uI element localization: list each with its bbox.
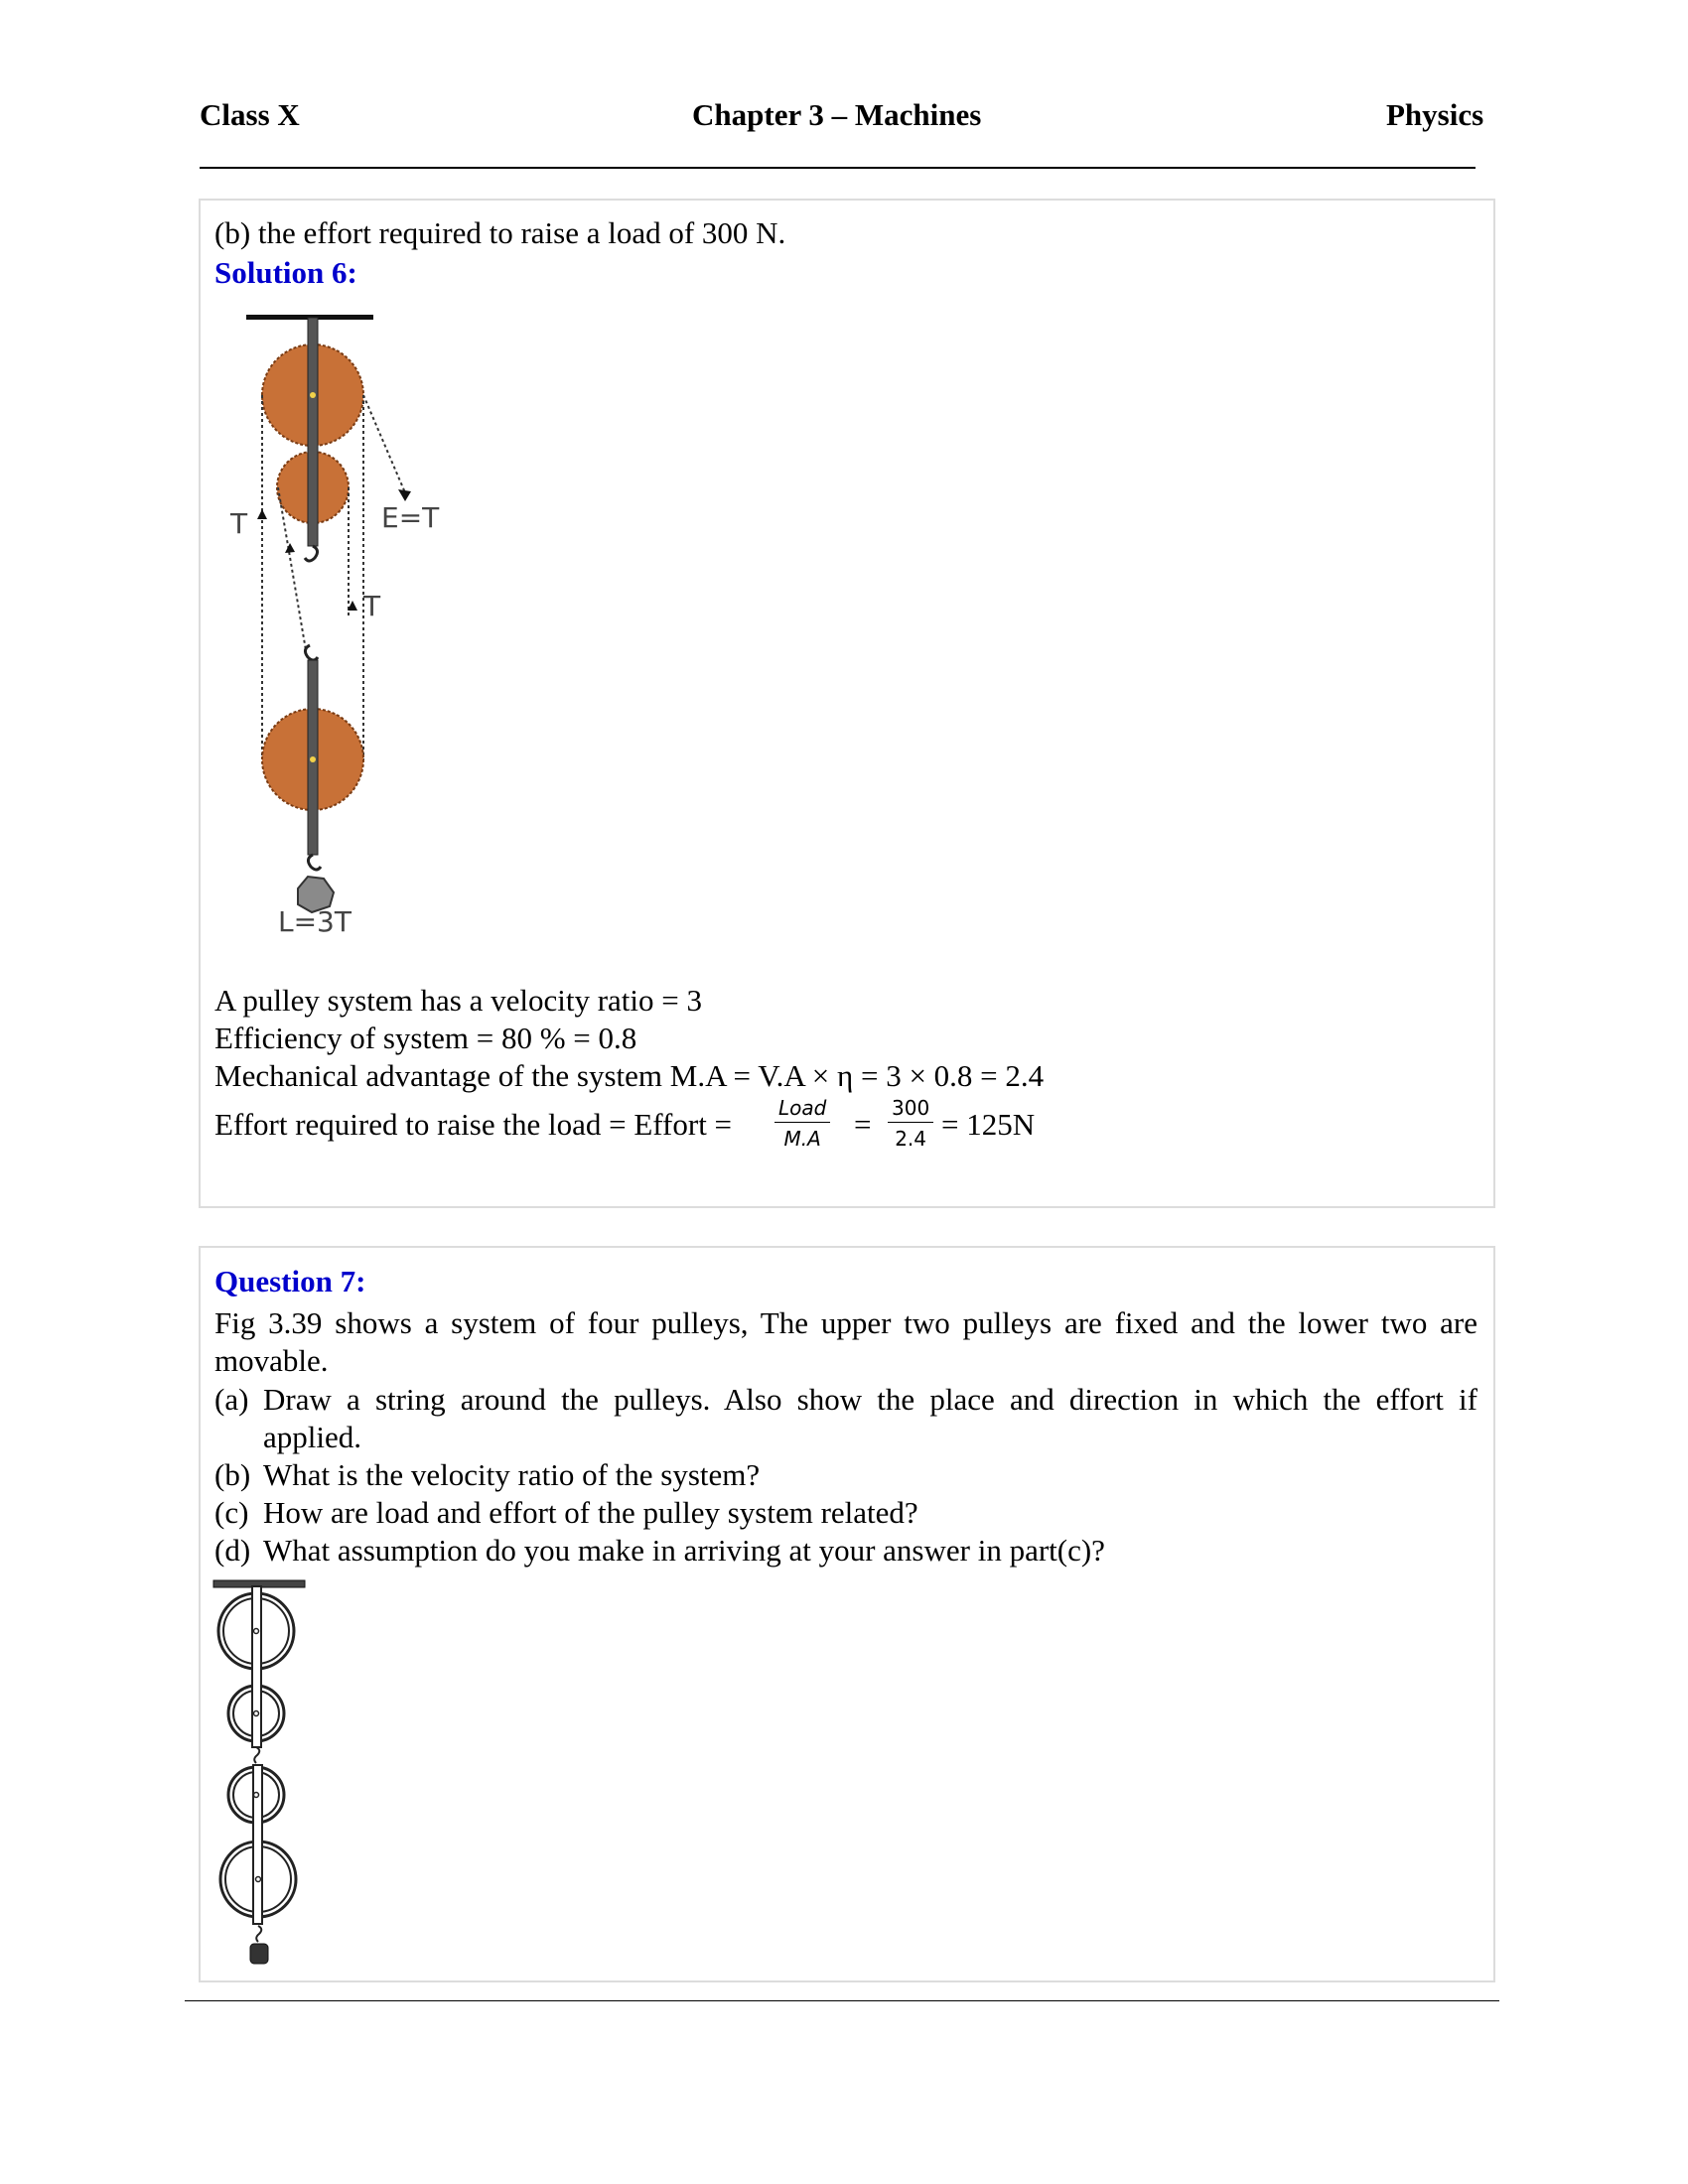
question-7-intro-line2: movable. [214,1343,329,1378]
fraction-300-over-2-4 [888,1096,933,1151]
lower-hook-top [305,645,318,660]
fraction-denominator-ma: M.A [783,1127,821,1151]
footer-rule [185,2000,1499,2001]
part-b-tag: (b) [214,1457,251,1492]
part-d-text: What assumption do you make in arriving at your answer in part(c)? [263,1533,1105,1568]
question-7-label: Question 7: [214,1264,366,1298]
label-e-eq-t: E=T [381,501,440,534]
fraction-numerator-300: 300 [888,1096,933,1123]
label-t-mid: T [363,590,381,622]
solution-6-label: Solution 6: [214,255,357,290]
movable-hook [256,1926,261,1942]
part-c-text: How are load and effort of the pulley system related? [263,1495,918,1530]
fixed-rod [252,1586,261,1747]
part-a-text-cont: applied. [263,1420,361,1454]
tension-arrow-left [257,509,267,519]
header-chapter: Chapter 3 – Machines [692,97,982,132]
fraction-denominator-2-4: 2.4 [895,1127,926,1151]
efficiency-line: Efficiency of system = 80 % = 0.8 [214,1021,637,1055]
four-pulley-figure [209,1576,318,1974]
upper-hook [305,546,318,561]
part-a-text: Draw a string around the pulleys. Also show the place and direction in which the effort if [263,1382,1477,1417]
upper-rod [308,318,318,546]
part-c-tag: (c) [214,1495,249,1530]
fraction-equals: = [854,1107,872,1142]
question-part-b: (b) the effort required to raise a load of 300 N. [214,215,786,250]
pulley-system-figure [218,303,440,943]
velocity-ratio-line: A pulley system has a velocity ratio = 3 [214,983,703,1018]
effort-result: = 125N [941,1107,1036,1142]
fixed-hook [254,1747,259,1763]
label-load: L=3T [278,905,352,938]
movable-rod [253,1765,262,1924]
label-t-left: T [230,507,248,540]
effort-line-prefix: Effort required to raise the load = Effort = [214,1107,733,1142]
part-b-text: What is the velocity ratio of the system? [263,1457,761,1492]
header-rule [200,167,1476,169]
header-subject: Physics [1386,97,1484,132]
question-7-box [199,1246,1495,1982]
fraction-numerator-load: Load [774,1096,830,1123]
load-weight [250,1944,268,1964]
lower-hook [308,855,321,870]
part-d-tag: (d) [214,1533,251,1568]
tension-arrow-mid-a [285,543,295,553]
header-class: Class X [200,97,300,132]
part-a-tag: (a) [214,1382,249,1417]
mechanical-advantage-line: Mechanical advantage of the system M.A = V.A × η = 3 × 0.8 = 2.4 [214,1058,1045,1093]
fraction-load-over-ma [774,1096,830,1151]
question-7-intro-line1: Fig 3.39 shows a system of four pulleys, The upper two pulleys are fixed and the lower two are [214,1305,1477,1340]
